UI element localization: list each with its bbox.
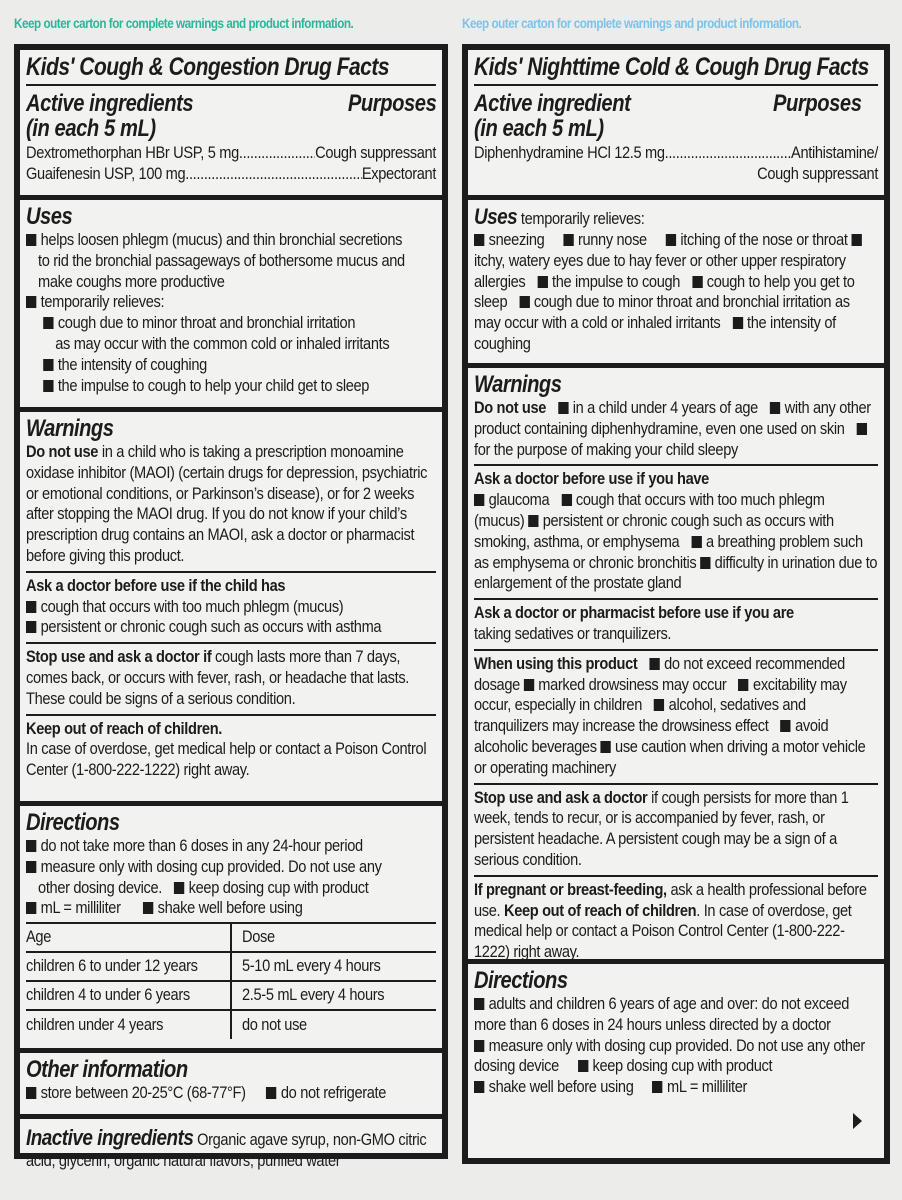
do-not-use-paragraph: Do not use in a child who is taking a prescription monoamine oxidase inhibitor (MAOI) (certain drugs for depression, psychiatric or emotional conditions, or Parkinson’s disease), or for 2 weeks after stopping the MAOI drug. If you do not know if your child’s prescription drug contains an MAOI, ask a doctor or pharmacist before giving this product. xyxy=(26,442,428,565)
directions-item: measure only with dosing cup provided. Do not use any other dosing device xyxy=(474,1035,865,1076)
ingredient-purpose: Expectorant xyxy=(361,163,437,183)
bullet-square-icon xyxy=(26,1087,36,1099)
directions-item: do not take more than 6 doses in any 24-hour period xyxy=(26,836,436,857)
directions-item: shake well before using xyxy=(488,1077,634,1097)
directions-item: measure only with dosing cup provided. Do not use any xyxy=(26,857,436,878)
uses-item: sneezing xyxy=(488,230,545,249)
uses-item-continued: to rid the bronchial passageways of bothersome mucus and xyxy=(38,250,405,270)
ingredient-purpose-continued: Cough suppressant xyxy=(757,163,879,183)
bullet-square-icon xyxy=(692,276,702,288)
other-info-item: do not refrigerate xyxy=(280,1083,387,1102)
stop-use-paragraph: Stop use and ask a doctor if cough persists for more than 1 week, tends to recur, or is accompanied by fever, rash, or persistent headache. A persistent cough may be a sign of a serious condition. xyxy=(474,787,849,869)
uses-item: cough due to minor throat and bronchial irritation as may occur with a cold or inhaled irritants xyxy=(474,292,850,333)
bullet-square-icon xyxy=(649,658,659,670)
bullet-square-icon xyxy=(563,234,573,246)
purposes-heading: Purposes xyxy=(772,90,862,117)
uses-section xyxy=(20,200,442,412)
active-ingredients-heading: Active ingredients xyxy=(26,90,194,117)
uses-item: itching of the nose or throat xyxy=(680,230,848,249)
bullet-square-icon xyxy=(26,861,36,873)
bullet-square-icon xyxy=(600,741,610,753)
bullet-square-icon xyxy=(732,317,742,329)
directions-heading: Directions xyxy=(26,809,120,836)
other-information-heading: Other information xyxy=(26,1056,188,1083)
uses-item: cough to help you get to sleep xyxy=(474,271,855,312)
active-ingredient-section xyxy=(468,50,884,200)
bullet-square-icon xyxy=(738,679,748,691)
directions-item: keep dosing cup with product xyxy=(592,1056,773,1076)
bullet-square-icon xyxy=(666,234,676,246)
uses-item: the impulse to cough xyxy=(552,271,681,291)
drug-facts-title: Kids' Nighttime Cold & Cough Drug Facts xyxy=(474,52,878,86)
when-using-paragraph: When using this product do not exceed recommended dosage marked drowsiness may occur excitability may occur, especially in children alcohol, sedatives and tranquilizers may increase the drowsiness effect avoid alcoholic beverages use caution when driving a motor vehicle or operating machinery xyxy=(474,653,866,777)
ask-doctor-heading: Ask a doctor before use if the child has xyxy=(26,575,286,595)
drug-facts-title: Kids' Cough & Congestion Drug Facts xyxy=(26,52,436,86)
uses-item-continued: make coughs more productive xyxy=(38,271,225,291)
ingredient-row xyxy=(474,143,878,164)
drug-facts-panel-nighttime-cold-cough xyxy=(462,44,890,1164)
bullet-square-icon xyxy=(524,679,534,691)
inactive-ingredients-list: Organic agave syrup, non-GMO citric acid, glycerin, organic natural flavors, purified water xyxy=(26,1130,427,1170)
dosage-table xyxy=(26,922,436,1039)
uses-item: the intensity of coughing xyxy=(474,313,836,353)
ingredient-row xyxy=(26,143,436,164)
directions-section xyxy=(20,806,442,1053)
directions-item: mL = milliliter xyxy=(667,1077,748,1097)
age-cell: children under 4 years xyxy=(26,1014,164,1034)
bullet-square-icon xyxy=(700,557,710,569)
bullet-square-icon xyxy=(857,423,867,435)
column-header-dose: Dose xyxy=(241,927,275,947)
inactive-ingredients-heading: Inactive ingredients xyxy=(26,1125,194,1150)
active-ingredient-heading: Active ingredient xyxy=(474,90,631,117)
bullet-square-icon xyxy=(474,998,484,1010)
dose-cell: 2.5-5 mL every 4 hours xyxy=(241,985,384,1005)
uses-intro: temporarily relieves: xyxy=(517,209,645,228)
column-header-age: Age xyxy=(26,927,51,947)
ask-doctor-heading: Ask a doctor before use if you have xyxy=(474,469,709,489)
bullet-square-icon xyxy=(770,402,780,414)
uses-item: itchy, watery eyes due to hay fever or other upper respiratory allergies xyxy=(474,250,846,291)
directions-item-continued: other dosing device. keep dosing cup with product xyxy=(38,877,369,897)
pregnancy-keep-out-paragraph: If pregnant or breast-feeding, ask a health professional before use. Keep out of reach of children. In case of overdose, get medical help or contact a Poison Control Center (1-800-222-1222) right away. xyxy=(474,879,867,962)
dosage-table-header xyxy=(26,923,436,952)
bullet-square-icon xyxy=(578,1060,588,1072)
uses-subitem: the impulse to cough to help your child get to sleep xyxy=(26,376,436,397)
ingredient-purpose: Antihistamine/ xyxy=(791,143,879,162)
uses-item: runny nose xyxy=(577,230,647,249)
bullet-square-icon xyxy=(26,296,36,308)
bullet-square-icon xyxy=(474,494,484,506)
bullet-square-icon xyxy=(474,1040,484,1052)
age-cell: children 6 to under 12 years xyxy=(26,956,198,976)
warnings-section xyxy=(20,412,442,806)
ingredient-purpose: Cough suppressant xyxy=(315,143,437,162)
bullet-square-icon xyxy=(266,1087,276,1099)
uses-item: temporarily relieves: xyxy=(26,292,436,313)
dose-cell: do not use xyxy=(241,1014,307,1034)
bullet-square-icon xyxy=(780,720,790,732)
bullet-square-icon xyxy=(561,494,571,506)
ask-doctor-item: persistent or chronic cough such as occurs with asthma xyxy=(26,617,436,638)
bullet-square-icon xyxy=(519,296,529,308)
bullet-square-icon xyxy=(43,359,53,371)
uses-subitem: the intensity of coughing xyxy=(26,355,436,376)
bullet-square-icon xyxy=(143,902,153,914)
bullet-square-icon xyxy=(851,234,861,246)
bullet-square-icon xyxy=(26,621,36,633)
bullet-square-icon xyxy=(43,380,53,392)
active-ingredient-per-dose: (in each 5 mL) xyxy=(474,115,604,142)
ingredient-row xyxy=(26,164,436,185)
active-ingredients-per-dose: (in each 5 mL) xyxy=(26,115,156,142)
bullet-square-icon xyxy=(26,840,36,852)
ask-doctor-paragraph: Ask a doctor before use if you have glaucoma cough that occurs with too much phlegm (mucus) persistent or chronic cough such as occurs with smoking, asthma, or emphysema a breathing problem such as emphysema or chronic bronchitis difficulty in urination due to enlargement of the prostate gland xyxy=(474,469,878,593)
bullet-square-icon xyxy=(43,317,53,329)
directions-item: adults and children 6 years of age and over: do not exceed more than 6 doses in 24 hours unless directed by a doctor xyxy=(474,994,850,1034)
bullet-square-icon xyxy=(26,601,36,613)
ingredient-name: Guaifenesin USP, 100 mg xyxy=(26,163,186,183)
directions-section xyxy=(468,964,884,1147)
active-ingredients-section xyxy=(20,50,442,200)
uses-section xyxy=(468,200,884,368)
drug-facts-panel-cough-congestion xyxy=(14,44,448,1170)
bullet-square-icon xyxy=(558,402,568,414)
uses-heading: Uses xyxy=(26,203,73,230)
uses-heading: Uses xyxy=(474,204,518,229)
bullet-square-icon xyxy=(652,1081,662,1093)
stop-use-paragraph: Stop use and ask a doctor if cough lasts more than 7 days, comes back, or occurs with fever, rash, or headache that lasts. These could be signs of a serious condition. xyxy=(26,647,410,708)
bullet-square-icon xyxy=(26,234,36,246)
ingredient-name: Diphenhydramine HCl 12.5 mg xyxy=(474,143,665,162)
bullet-square-icon xyxy=(474,1081,484,1093)
warnings-heading: Warnings xyxy=(26,415,114,442)
uses-subitem: cough due to minor throat and bronchial irritation xyxy=(26,313,436,334)
do-not-use-paragraph: Do not use in a child under 4 years of age with any other product containing diphenhydramine, even one used on skinfor the purpose of making your child sleepy xyxy=(474,398,871,459)
uses-item: helps loosen phlegm (mucus) and thin bronchial secretions xyxy=(26,230,436,251)
other-information-section xyxy=(20,1053,442,1119)
bullet-square-icon xyxy=(691,536,701,548)
dose-cell: 5-10 mL every 4 hours xyxy=(241,956,381,976)
age-cell: children 4 to under 6 years xyxy=(26,985,190,1005)
keep-carton-note-left: Keep outer carton for complete warnings and product information. xyxy=(14,16,354,31)
other-info-item: store between 20-25°C (68-77°F) xyxy=(40,1083,246,1102)
warnings-heading: Warnings xyxy=(474,371,562,398)
inactive-ingredients-section xyxy=(20,1119,442,1176)
ask-doctor-item: cough that occurs with too much phlegm (mucus) xyxy=(26,597,436,618)
table-row xyxy=(26,952,436,981)
keep-carton-note-right: Keep outer carton for complete warnings and product information. xyxy=(462,16,802,31)
ask-pharmacist-paragraph: Ask a doctor or pharmacist before use if you are taking sedatives or tranquilizers. xyxy=(474,603,794,643)
bullet-square-icon xyxy=(474,234,484,246)
directions-heading: Directions xyxy=(474,967,568,994)
table-row xyxy=(26,1010,436,1039)
keep-out-of-reach-paragraph: Keep out of reach of children. In case of overdose, get medical help or contact a Poison Control Center (1-800-222-1222) right away. xyxy=(26,718,427,780)
purposes-heading: Purposes xyxy=(347,90,436,117)
bullet-square-icon xyxy=(528,515,538,527)
warnings-section xyxy=(468,368,884,964)
bullet-square-icon xyxy=(26,902,36,914)
bullet-square-icon xyxy=(174,882,184,894)
bullet-square-icon xyxy=(537,276,547,288)
ingredient-name: Dextromethorphan HBr USP, 5 mg xyxy=(26,143,239,162)
directions-item: mL = milliliter shake well before using xyxy=(26,898,436,919)
bullet-square-icon xyxy=(654,699,664,711)
uses-subitem-continued: as may occur with the common cold or inhaled irritants xyxy=(55,333,390,353)
table-row xyxy=(26,981,436,1010)
continue-arrow-icon xyxy=(853,1113,862,1129)
